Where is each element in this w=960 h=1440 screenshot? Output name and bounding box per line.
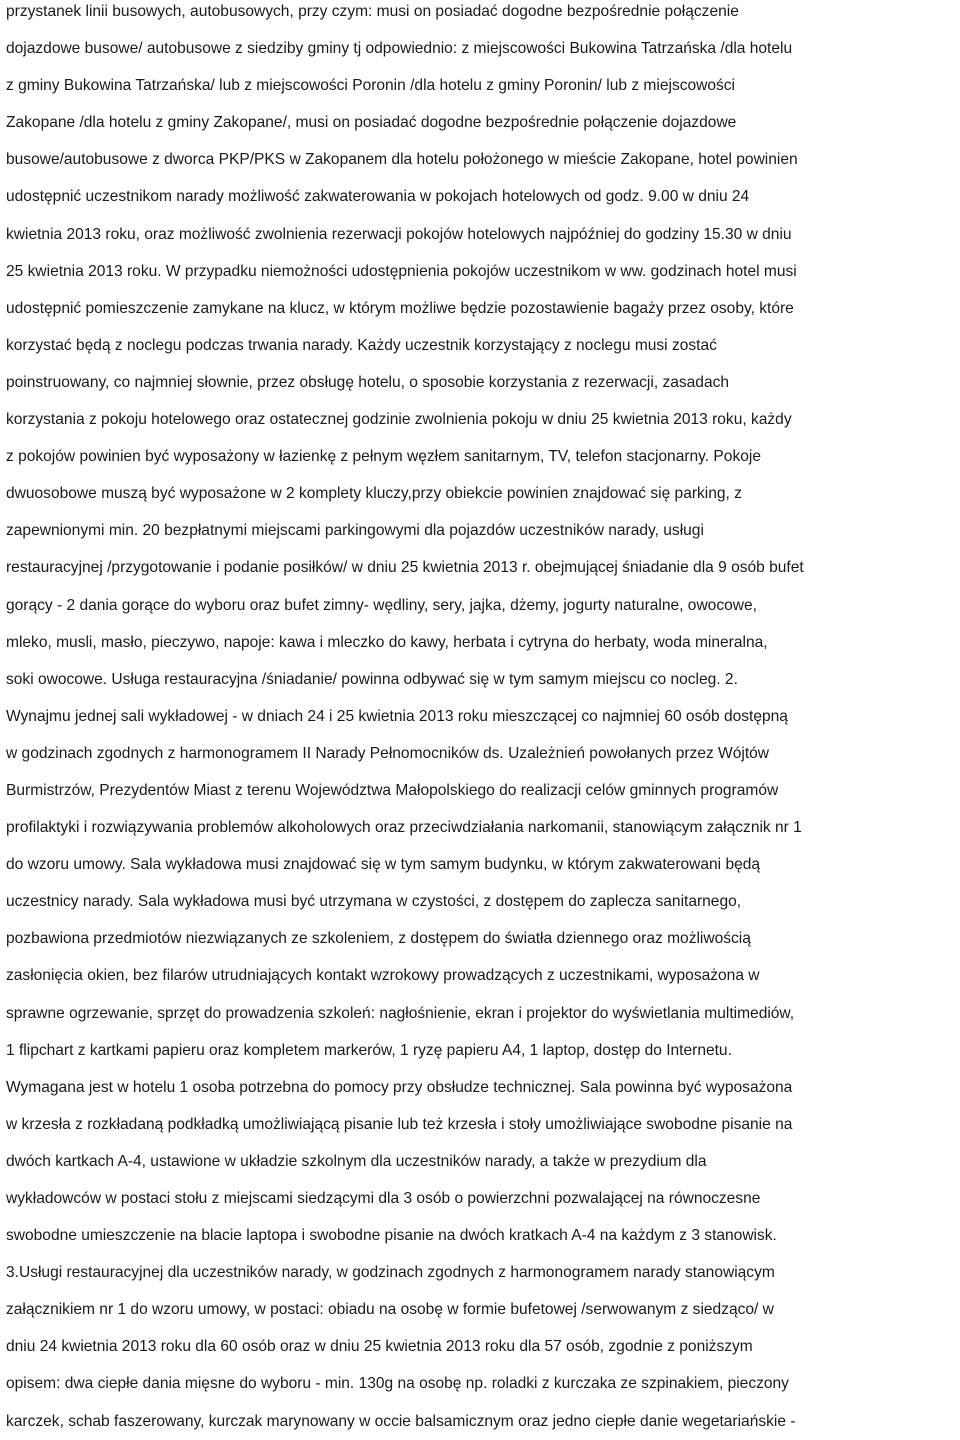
text-line: zapewnionymi min. 20 bezpłatnymi miejscami parkingowymi dla pojazdów uczestników narady, usługi [6,522,704,540]
text-line: dniu 24 kwietnia 2013 roku dla 60 osób oraz w dniu 25 kwietnia 2013 roku dla 57 osób, zgodnie z poniższym [6,1338,753,1356]
text-line: dojazdowe busowe/ autobusowe z siedziby gminy tj odpowiednio: z miejscowości Bukowina Tatrzańska /dla hotelu [6,40,793,58]
text-line: dwuosobowe muszą być wyposażone w 2 komplety kluczy,przy obiekcie powinien znajdować się parking, z [6,485,742,503]
text-line: swobodne umieszczenie na blacie laptopa i swobodne pisanie na dwóch kratkach A-4 na każdym z 3 stanowisk. [6,1227,777,1245]
text-line: 3.Usługi restauracyjnej dla uczestników narady, w godzinach zgodnych z harmonogramem narady stanowiącym [6,1264,775,1282]
text-line: udostępnić pomieszczenie zamykane na klucz, w którym możliwe będzie pozostawienie bagaży przez osoby, które [6,299,794,317]
text-line: do wzoru umowy. Sala wykładowa musi znajdować się w tym samym budynku, w którym zakwaterowani będą [6,856,761,874]
text-line: w krzesła z rozkładaną podkładką umożliwiającą pisanie lub też krzesła i stoły umożliwiające swobodne pisanie na [6,1115,793,1133]
text-line: Zakopane /dla hotelu z gminy Zakopane/, musi on posiadać dogodne bezpośrednie połączenie dojazdowe [6,114,737,132]
text-line: w godzinach zgodnych z harmonogramem II Narady Pełnomocników ds. Uzależnień powołanych przez Wójtów [6,744,770,762]
text-line: pozbawiona przedmiotów niezwiązanych ze szkoleniem, z dostępem do światła dziennego oraz możliwością [6,930,751,948]
text-line: Wynajmu jednej sali wykładowej - w dniach 24 i 25 kwietnia 2013 roku mieszczącej co najmniej 60 osób dostępną [6,707,788,725]
text-line: busowe/autobusowe z dworca PKP/PKS w Zakopanem dla hotelu położonego w mieście Zakopane, hotel powinien [6,151,798,169]
text-line: przystanek linii busowych, autobusowych, przy czym: musi on posiadać dogodne bezpośrednie połączenie [6,3,739,20]
text-line: korzystania z pokoju hotelowego oraz ostatecznej godzinie zwolnienia pokoju w dniu 25 kwietnia 2013 roku, każdy [6,411,792,429]
text-line: sprawne ogrzewanie, sprzęt do prowadzenia szkoleń: nagłośnienie, ekran i projektor do wyświetlania multimediów, [6,1004,795,1022]
text-line: kwietnia 2013 roku, oraz możliwość zwolnienia rezerwacji pokojów hotelowych najpóźniej do godziny 15.30 w dniu [6,225,792,243]
text-line: Burmistrzów, Prezydentów Miast z terenu Województwa Małopolskiego do realizacji celów gminnych programów [6,781,779,799]
text-line: poinstruowany, co najmniej słownie, przez obsługę hotelu, o sposobie korzystania z rezerwacji, zasadach [6,373,730,391]
text-line: uczestnicy narady. Sala wykładowa musi być utrzymana w czystości, z dostępem do zaplecza sanitarnego, [6,893,742,911]
text-line: gorący - 2 dania gorące do wyboru oraz bufet zimny- wędliny, sery, jajka, dżemy, jogurty naturalne, owocowe, [6,596,757,614]
text-line: karczek, schab faszerowany, kurczak marynowany w occie balsamicznym oraz jedno ciepłe danie wegetariańskie - [6,1412,796,1430]
text-line: zasłonięcia okien, bez filarów utrudniających kontakt wzrokowy prowadzących z uczestnikami, wyposażona w [6,967,760,985]
text-line: dwóch kartkach A-4, ustawione w układzie szkolnym dla uczestników narady, a także w prezydium dla [6,1152,707,1170]
text-line: restauracyjnej /przygotowanie i podanie posiłków/ w dniu 25 kwietnia 2013 r. obejmującej śniadanie dla 9 osób bufet [6,559,804,577]
text-line: wykładowców w postaci stołu z miejscami siedzącymi dla 3 osób o powierzchni pozwalającej na równoczesne [6,1190,761,1207]
text-line: opisem: dwa ciepłe dania mięsne do wyboru - min. 130g na osobę np. roladki z kurczaka ze szpinakiem, pieczony [6,1375,789,1393]
text-line: Wymagana jest w hotelu 1 osoba potrzebna do pomocy przy obsłudze technicznej. Sala powinna być wyposażona [6,1078,793,1096]
text-line: mleko, musli, masło, pieczywo, napoje: kawa i mleczko do kawy, herbata i cytryna do herbaty, woda mineralna, [6,633,768,651]
text-line: profilaktyki i rozwiązywania problemów alkoholowych oraz przeciwdziałania narkomanii, stanowiącym załącznik nr 1 [6,819,802,837]
text-line: 1 flipchart z kartkami papieru oraz kompletem markerów, 1 ryzę papieru A4, 1 laptop, dostęp do Internetu. [6,1041,732,1059]
text-line: soki owocowe. Usługa restauracyjna /śniadanie/ powinna odbywać się w tym samym miejscu co nocleg. 2. [6,670,738,688]
text-line: 25 kwietnia 2013 roku. W przypadku niemożności udostępnienia pokojów uczestnikom w ww. godzinach hotel musi [6,262,797,280]
text-line: udostępnić uczestnikom narady możliwość zakwaterowania w pokojach hotelowych od godz. 9.00 w dniu 24 [6,188,750,206]
text-line: korzystać będą z noclegu podczas trwania narady. Każdy uczestnik korzystający z noclegu musi zostać [6,336,717,354]
text-line: z pokojów powinien być wyposażony w łazienkę z pełnym węzłem sanitarnym, TV, telefon stacjonarny. Pokoje [6,448,761,466]
text-line: załącznikiem nr 1 do wzoru umowy, w postaci: obiadu na osobę w formie bufetowej /serwowanym z siedząco/ w [6,1301,774,1319]
text-line: z gminy Bukowina Tatrzańska/ lub z miejscowości Poronin /dla hotelu z gminy Poronin/ lub z miejscowości [6,77,736,95]
